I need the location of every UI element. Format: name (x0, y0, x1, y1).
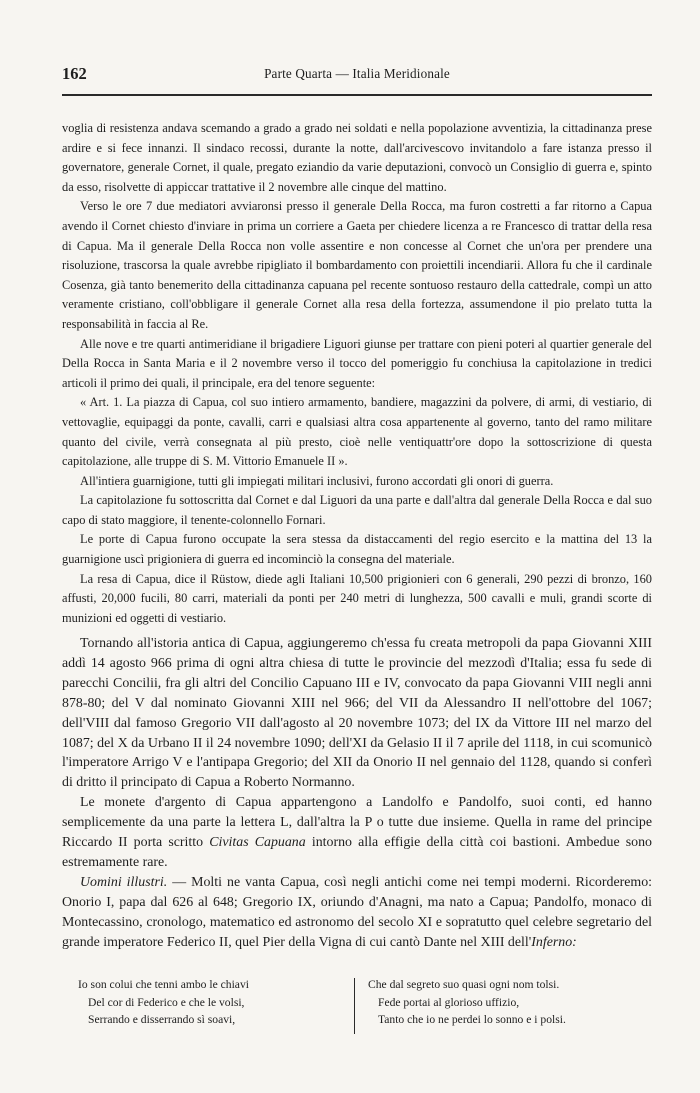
paragraph-liguori: Alle nove e tre quarti antimeridiane il brigadiere Liguori giunse per trattare con pieni poteri al quartier generale del Della Rocca in Santa Maria e il 2 novembre verso il tocco del pomeriggio fu conchiusa la capitolazione in tredici articoli il primo dei quali, il principale, era del tenore seguente: (62, 336, 652, 390)
page-number: 162 (62, 64, 87, 83)
verse-line: Che dal segreto suo quasi ogni nom tolsi. (368, 978, 560, 991)
paragraph-storia-antica: Tornando all'istoria antica di Capua, aggiungeremo ch'essa fu creata metropoli da papa Giovanni XIII addì 14 agosto 966 prima di ogni altra chiesa di tutte le provincie del mezzodì d'Italia; essa fu sede di parecchi Concilii, fra gli altri del Concilio Capuano III e IV, convocato da papa Giovanni VIII negli anni 878-80; del V dal nominato Giovanni XIII nel 966; del VII da Alessandro II nell'ottobre del 1067; dell'VIII dal famoso Gregorio VII dall'agosto al 20 novembre 1073; del IX da Vittore III nel marzo del 1087; del X da Urbano II il 24 novembre 1090; dell'XI da Gelasio II il 7 aprile del 1118, in cui scomunicò l'imperatore Arrigo V e l'antipapa Gregorio; del XII da Onorio II nel gennaio del 1128, quando si conferì di dritto il principato di Capua a Roberto Normanno. (62, 636, 652, 791)
verse-column-right (368, 976, 652, 1029)
verse-divider (354, 978, 355, 1034)
verse-column-left (78, 976, 338, 1029)
paragraph-onori: All'intiera guarnigione, tutti gli impiegati militari inclusivi, furono accordati gli onori di guerra. (80, 473, 554, 488)
paragraph-sottoscrizione: La capitolazione fu sottoscritta dal Cornet e dal Liguori da una parte e dall'altra dal generale Della Rocca e dal suo capo di stato maggiore, il tenente-colonnello Fornari. (62, 493, 652, 527)
verse-line: Tanto che io ne perdei lo sonno e i polsi. (378, 1013, 566, 1027)
dante-quotation (62, 976, 652, 1036)
book-page (62, 0, 652, 1093)
paragraph-uomini-illustri (62, 873, 652, 953)
paragraph-rustow: La resa di Capua, dice il Rüstow, diede agli Italiani 10,500 prigionieri con 6 generali, 290 pezzi di bronzo, 160 affusti, 20,000 fucili, 80 carri, materiali da ponti per 240 metri di lunghezza, 500 cavalli e muli, grandi scorte di munizioni ed oggetti di vestiario. (62, 571, 652, 625)
verse-line: Fede portai al glorioso uffizio, (378, 995, 520, 1009)
paragraph-monete (62, 793, 652, 873)
verse-line: Serrando e disserrando sì soavi, (88, 1013, 236, 1027)
page-header (62, 62, 652, 84)
monete-text: Le monete d'argento di Capua appartengono a Landolfo e Pandolfo, suoi conti, ed hanno semplicemente da una parte la lettera L, dall'altra la P o tutte due insieme. Quella in rame del principe Riccardo II porta scritto (62, 795, 652, 851)
paragraph-mediatori: Verso le ore 7 due mediatori avviaronsi presso il generale Della Rocca, ma furon costretti a far ritorno a Capua avendo il Cornet chiesto d'inviare in prima un corriere a Gaeta per chiedere licenza a re Francesco di trattar della resa di Capua. Ma il generale Della Rocca non volle assentire e non concesse al Cornet che un'ora per prendere una risoluzione, trascorsa la quale avrebbe ripigliato il bombardamento con proiettili incendiarii. Allora fu che il cardinale Cosenza, già tanto benemerito della cittadinanza capuana pel recente sontuoso restauro della cattedrale, compì un atto veramente cristiano, coll'obbligare il generale Cornet alla resa della fortezza, assumendone il pio prelato tutta la responsabilità in faccia al Re. (62, 199, 652, 331)
running-title: Parte Quarta — Italia Meridionale (264, 66, 450, 81)
main-text-section (62, 634, 652, 953)
small-print-section (62, 119, 652, 628)
header-rule (62, 94, 652, 96)
verse-line: Io son colui che tenni ambo le chiavi (78, 978, 249, 991)
verse-line: Del cor di Federico e che le volsi, (88, 995, 245, 1009)
paragraph-porte: Le porte di Capua furono occupate la sera stessa da distaccamenti del regio esercito e la mattina del 13 la guarnigione uscì prigioniera di guerra ed incominciò la consegna del materiale. (62, 532, 652, 567)
illustri-heading: Uomini illustri. (80, 874, 168, 890)
paragraph-resistenza: voglia di resistenza andava scemando a grado a grado nei soldati e nella popolazione avventizia, la cittadinanza prese ardire e si fece innanzi. Il sindaco recossi, durante la notte, dall'arcivescovo invitandolo a fare istanza presso il governatore, generale Cornet, il quale, pregato eziandio da varie deputazioni, convocò un Consiglio di guerra e, spinto da esso, risolvette di appiccar trattative il 2 novembre alle cinque del mattino. (62, 121, 652, 194)
coin-inscription: Civitas Capuana (209, 835, 306, 851)
paragraph-articolo-1: « Art. 1. La piazza di Capua, col suo intiero armamento, bandiere, magazzini da polvere, di armi, di vestiario, di vettovaglie, equipaggi da ponte, cavalli, carri e qualsiasi altra cosa appartenente al governo, tanto del ramo militare quanto del civile, verrà consegnata al più presto, cioè nelle ventiquattr'ore dopo la sottoscrizione di questa capitolazione, alle truppe di S. M. Vittorio Emanuele II ». (62, 395, 652, 469)
illustri-text: — Molti ne vanta Capua, così negli antichi come nei tempi moderni. Ricorderemo: Onorio I, papa dal 626 al 648; Gregorio IX, oriundo d'Anagni, ma nato a Capua; Pandolfo, monaco di Montecassino, cronologo, matematico ed astronomo del secolo XI e sopratutto quel celebre segretario del grande imperatore Federico II, quel Pier della Vigna di cui cantò Dante nel XIII dell' (62, 874, 653, 950)
monete-tail: intorno alla effigie della città coi bastioni. Ambedue sono estremamente rare. (62, 835, 652, 870)
inferno-title: Inferno: (531, 934, 577, 950)
